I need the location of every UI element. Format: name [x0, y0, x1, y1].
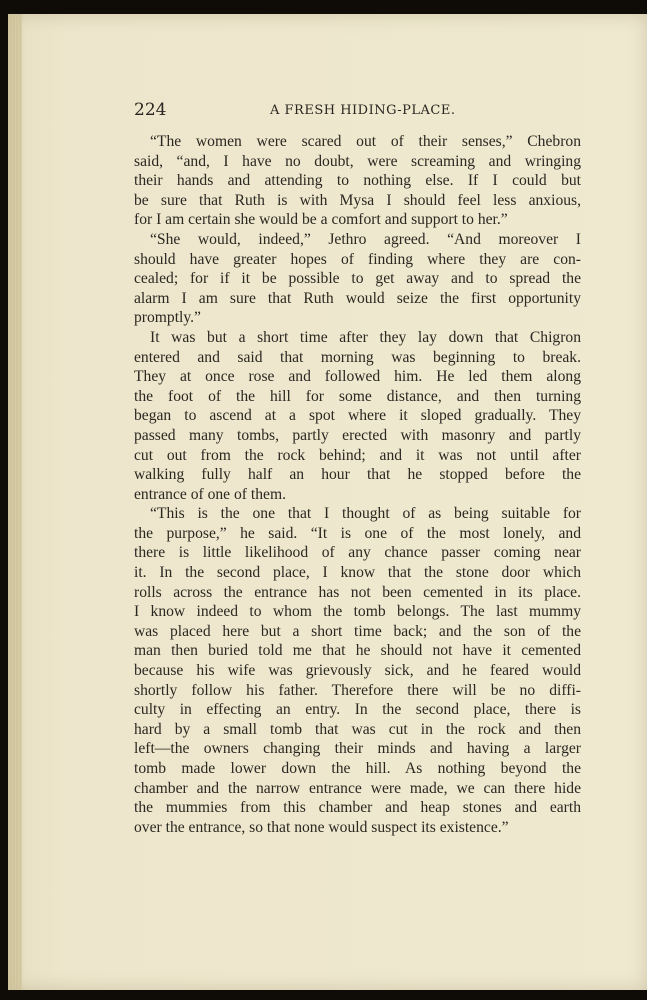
running-head: A FRESH HIDING-PLACE.: [270, 103, 456, 118]
text-line: there is little likelihood of any chance passer coming near: [134, 544, 581, 562]
text-line: “This is the one that I thought of as being suitable for: [150, 505, 581, 523]
text-line: shortly follow his father. Therefore there will be no diffi-: [134, 681, 581, 699]
text-line: said, “and, I have no doubt, were screaming and wringing: [134, 152, 581, 170]
text-line: the purpose,” he said. “It is one of the most lonely, and: [134, 524, 581, 542]
page-number: 224: [134, 100, 167, 120]
text-line: because his wife was grievously sick, and he feared would: [134, 662, 581, 680]
text-line: rolls across the entrance has not been cemented in its place.: [134, 583, 581, 601]
text-line: should have greater hopes of finding where they are con-: [134, 250, 581, 268]
text-line: hard by a small tomb that was cut in the rock and then: [134, 720, 581, 738]
page-gutter: [8, 14, 22, 990]
text-line: began to ascend at a spot where it sloped gradually. They: [134, 407, 581, 425]
text-line: “She would, indeed,” Jethro agreed. “And moreover I: [150, 230, 581, 248]
book-page: [8, 14, 647, 990]
text-line: be sure that Ruth is with Mysa I should feel less anxious,: [134, 191, 581, 209]
page-header: [134, 100, 604, 124]
text-line: the mummies from this chamber and heap stones and earth: [134, 799, 581, 817]
text-line: cealed; for if it be possible to get away and to spread the: [134, 270, 581, 288]
text-line: left—the owners changing their minds and having a larger: [134, 740, 581, 758]
text-line: It was but a short time after they lay down that Chigron: [150, 328, 581, 346]
text-line: I know indeed to whom the tomb belongs. The last mummy: [134, 603, 581, 621]
text-line: over the entrance, so that none would suspect its existence.”: [134, 818, 509, 836]
text-line: entrance of one of them.: [134, 485, 286, 503]
text-line: promptly.”: [134, 309, 201, 327]
text-line: walking fully half an hour that he stopped before the: [134, 466, 581, 484]
text-line: culty in effecting an entry. In the second place, there is: [134, 701, 581, 719]
text-line: passed many tombs, partly erected with masonry and partly: [134, 426, 581, 444]
text-line: for I am certain she would be a comfort and support to her.”: [134, 211, 508, 229]
body-text: [134, 132, 581, 837]
text-line: entered and said that morning was beginning to break.: [134, 348, 581, 366]
text-line: alarm I am sure that Ruth would seize the first opportunity: [134, 289, 581, 307]
text-line: was placed here but a short time back; and the son of the: [134, 622, 581, 640]
text-line: their hands and attending to nothing else. If I could but: [134, 172, 581, 190]
text-line: They at once rose and followed him. He led them along: [134, 368, 581, 386]
text-line: chamber and the narrow entrance were made, we can there hide: [134, 779, 581, 797]
text-line: cut out from the rock behind; and it was not until after: [134, 446, 581, 464]
text-line: the foot of the hill for some distance, and then turning: [134, 387, 581, 405]
text-line: man then buried told me that he should not have it cemented: [134, 642, 581, 660]
text-line: “The women were scared out of their senses,” Chebron: [150, 133, 581, 150]
text-line: it. In the second place, I know that the stone door which: [134, 564, 581, 582]
text-line: tomb made lower down the hill. As nothing beyond the: [134, 760, 581, 777]
